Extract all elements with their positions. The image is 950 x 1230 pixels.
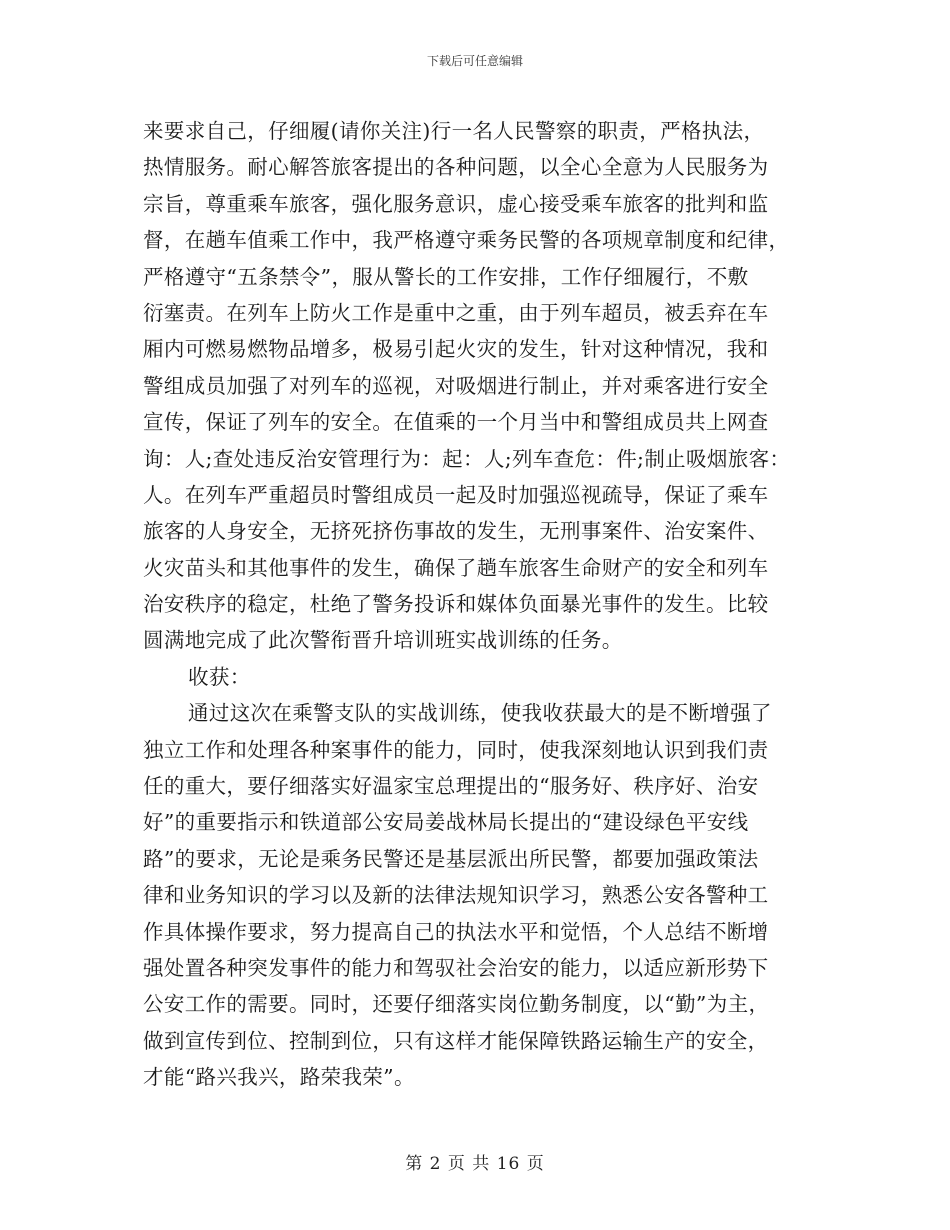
page-header: 下载后可任意编辑 (426, 54, 523, 68)
text-line: 警组成员加强了对列车的巡视，对吸烟进行制止，并对乘客进行安全 (143, 373, 769, 398)
text-line: 律和业务知识的学习以及新的法律法规知识学习，熟悉公安各警种工 (143, 883, 769, 908)
text-line: 才能“路兴我兴，路荣我荣”。 (143, 1065, 415, 1090)
text-line: 宣传，保证了列车的安全。在值乘的一个月当中和警组成员共上网查 (143, 410, 769, 435)
text-line: 做到宣传到位、控制到位，只有这样才能保障铁路运输生产的安全， (143, 1028, 769, 1053)
text-line: 好”的重要指示和铁道部公安局姜战林局长提出的“建设绿色平安线 (143, 810, 749, 835)
text-line: 询：人;查处违反治安管理行为：起：人;列车查危：件;制止吸烟旅客： (143, 446, 791, 471)
text-line: 路”的要求，无论是乘务民警还是基层派出所民警，都要加强政策法 (143, 846, 759, 871)
text-line: 强处置各种突发事件的能力和驾驭社会治安的能力，以适应新形势下 (143, 955, 769, 980)
text-line: 旅客的人身安全，无挤死挤伤事故的发生，无刑事案件、治安案件、 (143, 519, 769, 544)
text-line: 厢内可燃易燃物品增多，极易引起火灾的发生，针对这种情况，我和 (143, 337, 769, 362)
text-line: 通过这次在乘警支队的实战训练，使我收获最大的是不断增强了 (188, 701, 772, 726)
text-line: 收获： (188, 664, 251, 689)
text-line: 任的重大，要仔细落实好温家宝总理提出的“服务好、秩序好、治安 (143, 774, 759, 799)
text-line: 火灾苗头和其他事件的发生，确保了趟车旅客生命财产的安全和列车 (143, 555, 769, 580)
text-line: 热情服务。耐心解答旅客提出的各种问题，以全心全意为人民服务为 (143, 155, 769, 180)
text-line: 人。在列车严重超员时警组成员一起及时加强巡视疏导，保证了乘车 (143, 482, 769, 507)
text-line: 衍塞责。在列车上防火工作是重中之重，由于列车超员，被丢弃在车 (143, 300, 769, 325)
text-line: 独立工作和处理各种案事件的能力，同时，使我深刻地认识到我们责 (143, 737, 769, 762)
body-text (143, 113, 833, 1096)
page-footer: 第 2 页 共 16 页 (405, 1154, 545, 1174)
text-line: 严格遵守“五条禁令”，服从警长的工作安排，工作仔细履行，不敷 (143, 264, 749, 289)
text-line: 督，在趟车值乘工作中，我严格遵守乘务民警的各项规章制度和纪律， (143, 228, 790, 253)
text-line: 来要求自己，仔细履(请你关注)行一名人民警察的职责，严格执法， (143, 119, 765, 143)
text-line: 宗旨，尊重乘车旅客，强化服务意识，虚心接受乘车旅客的批判和监 (143, 191, 769, 216)
text-line: 作具体操作要求，努力提高自己的执法水平和觉悟，个人总结不断增 (143, 919, 769, 944)
text-line: 圆满地完成了此次警衔晋升培训班实战训练的任务。 (143, 628, 623, 653)
text-line: 治安秩序的稳定，杜绝了警务投诉和媒体负面暴光事件的发生。比较 (143, 592, 769, 617)
text-line: 公安工作的需要。同时，还要仔细落实岗位勤务制度，以“勤”为主， (143, 992, 770, 1017)
